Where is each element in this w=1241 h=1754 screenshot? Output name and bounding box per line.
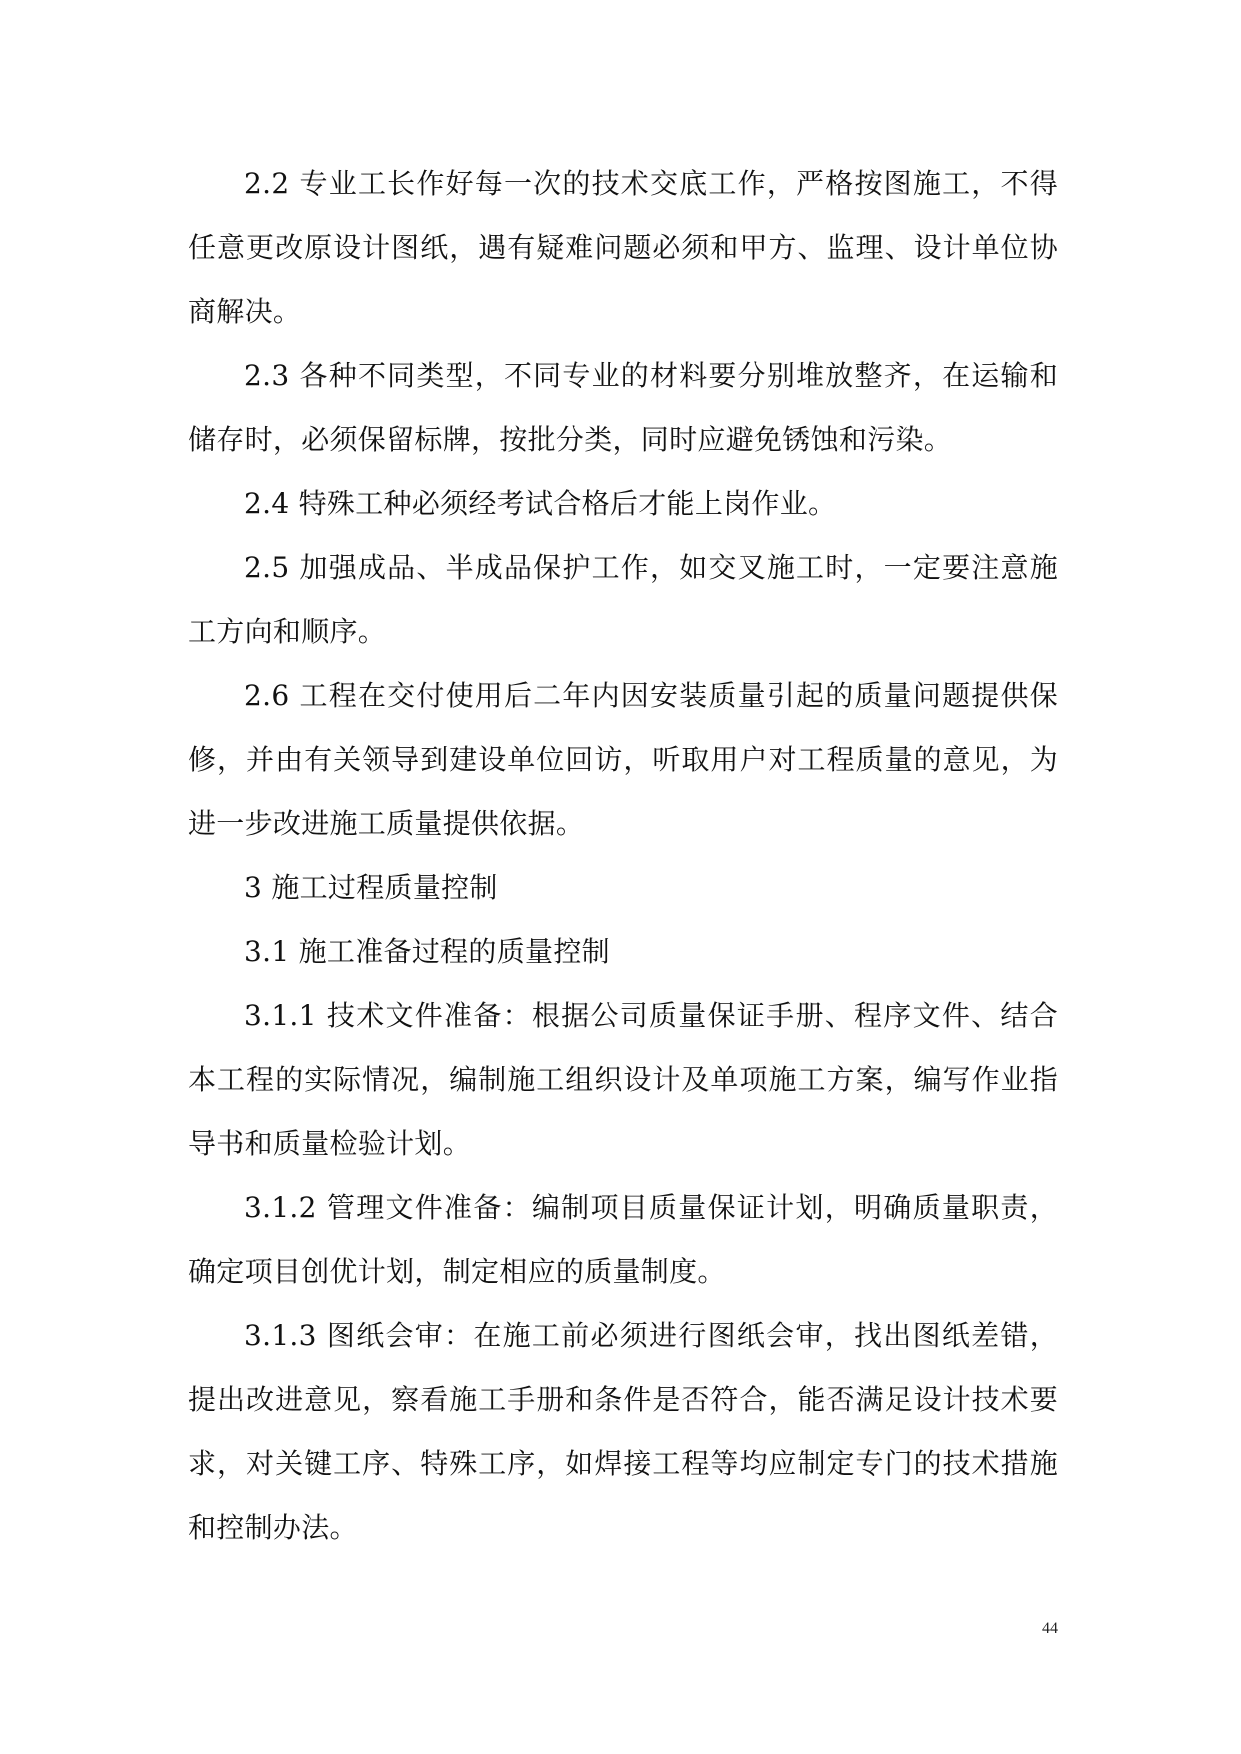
- paragraph-2-6: 2.6 工程在交付使用后二年内因安装质量引起的质量问题提供保修，并由有关领导到建设单位回访，听取用户对工程质量的意见，为进一步改进施工质量提供依据。: [188, 679, 1058, 840]
- paragraph-2-3: 2.3 各种不同类型，不同专业的材料要分别堆放整齐，在运输和储存时，必须保留标牌，按批分类，同时应避免锈蚀和污染。: [188, 359, 1058, 456]
- paragraph-3-1-3: 3.1.3 图纸会审：在施工前必须进行图纸会审，找出图纸差错，提出改进意见，察看施工手册和条件是否符合，能否满足设计技术要求，对关键工序、特殊工序，如焊接工程等均应制定专门的技术措施和控制办法。: [188, 1319, 1058, 1544]
- page-number: 44: [1042, 1620, 1058, 1637]
- paragraph-2-2: 2.2 专业工长作好每一次的技术交底工作，严格按图施工，不得任意更改原设计图纸，遇有疑难问题必须和甲方、监理、设计单位协商解决。: [188, 167, 1058, 328]
- paragraph-2-5: 2.5 加强成品、半成品保护工作，如交叉施工时，一定要注意施工方向和顺序。: [188, 551, 1058, 648]
- paragraph-3-1-2: 3.1.2 管理文件准备：编制项目质量保证计划，明确质量职责，确定项目创优计划，制定相应的质量制度。: [188, 1191, 1058, 1288]
- paragraph-3-1-1: 3.1.1 技术文件准备：根据公司质量保证手册、程序文件、结合本工程的实际情况，编制施工组织设计及单项施工方案，编写作业指导书和质量检验计划。: [188, 999, 1058, 1160]
- body-text: [188, 152, 1058, 1560]
- section-heading-3-1: 3.1 施工准备过程的质量控制: [244, 935, 610, 968]
- paragraph-2-4: 2.4 特殊工种必须经考试合格后才能上岗作业。: [244, 487, 837, 520]
- section-heading-3: 3 施工过程质量控制: [244, 871, 498, 904]
